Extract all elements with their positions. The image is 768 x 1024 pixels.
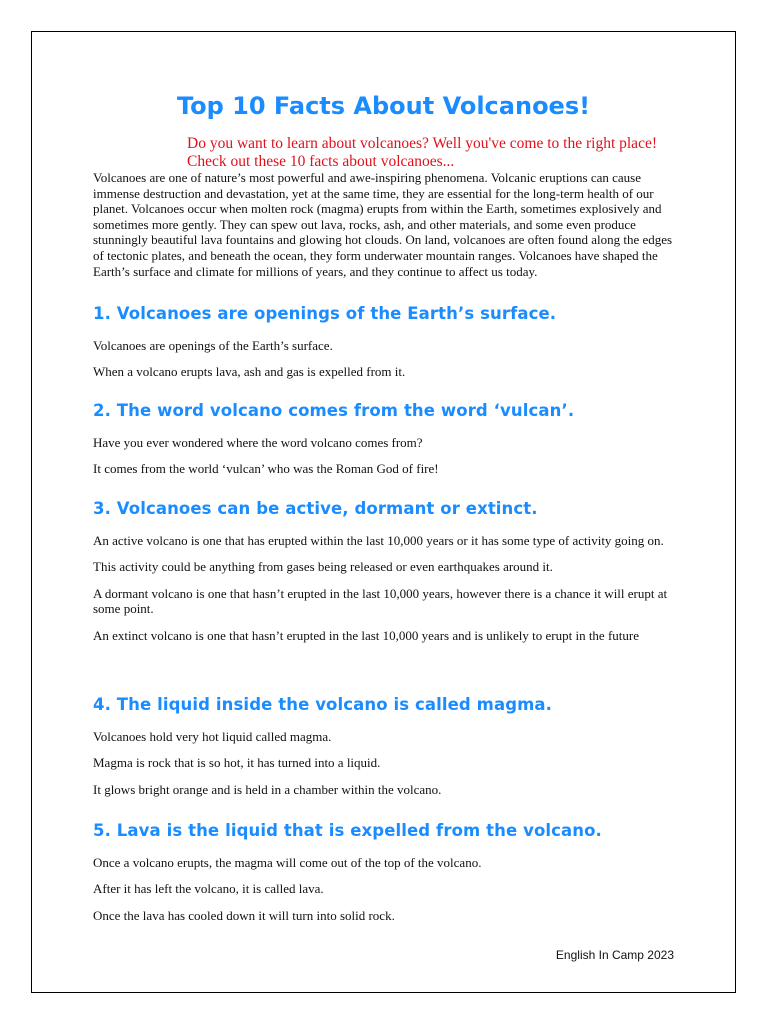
intro-question: Do you want to learn about volcanoes? Well you've come to the right place! Check out these 10 facts about volcanoes... [187,135,657,170]
fact-4-paragraph-1: Volcanoes hold very hot liquid called magma. [93,728,332,744]
fact-5-paragraph-2: After it has left the volcano, it is called lava. [93,881,324,897]
fact-heading-2: 2. The word volcano comes from the word ‘vulcan’. [93,401,575,420]
fact-3-paragraph-2: This activity could be anything from gases being released or even earthquakes around it. [93,559,553,575]
fact-4-paragraph-3: It glows bright orange and is held in a chamber within the volcano. [93,781,442,797]
fact-2-paragraph-1: Have you ever wondered where the word volcano comes from? [93,434,423,450]
fact-5-paragraph-1: Once a volcano erupts, the magma will come out of the top of the volcano. [93,854,482,870]
fact-1-paragraph-2: When a volcano erupts lava, ash and gas is expelled from it. [93,364,406,380]
fact-heading-3: 3. Volcanoes can be active, dormant or extinct. [93,499,538,518]
fact-1-paragraph-1: Volcanoes are openings of the Earth’s surface. [93,337,333,353]
fact-heading-1: 1. Volcanoes are openings of the Earth’s surface. [93,304,557,323]
fact-section-1 [93,306,683,391]
fact-4-paragraph-2: Magma is rock that is so hot, it has turned into a liquid. [93,755,381,771]
fact-section-5 [93,823,683,934]
fact-heading-5: 5. Lava is the liquid that is expelled from the volcano. [93,821,602,840]
fact-5-paragraph-3: Once the lava has cooled down it will turn into solid rock. [93,907,395,923]
fact-2-paragraph-2: It comes from the world ‘vulcan’ who was the Roman God of fire! [93,461,439,477]
fact-3-paragraph-3: A dormant volcano is one that hasn’t erupted in the last 10,000 years, however there is a chance it will erupt at some point. [93,585,668,617]
fact-section-3 [93,501,683,655]
document-page [31,31,736,993]
fact-heading-4: 4. The liquid inside the volcano is called magma. [93,695,553,714]
fact-3-paragraph-1: An active volcano is one that has erupted within the last 10,000 years or it has some type of activity going on. [93,532,664,548]
fact-3-paragraph-4: An extinct volcano is one that hasn’t erupted in the last 10,000 years and is unlikely to erupt in the future [93,627,639,643]
fact-section-4 [93,697,683,808]
page-title: Top 10 Facts About Volcanoes! [176,92,591,120]
intro-paragraph: Volcanoes are one of nature’s most powerful and awe-inspiring phenomena. Volcanic eruptions can cause immense destruction and devastation, yet at the same time, they are essential for the long-term health of our planet. Volcanoes occur when molten rock (magma) erupts from within the Earth, sometimes explosively and sometimes more gently. They can spew out lava, rocks, ash, and other materials, and some even produce stunningly beautiful lava fountains and glowing hot clouds. On land, volcanoes are often found along the edges of tectonic plates, and beneath the ocean, they form underwater mountain ranges. Volcanoes have shaped the Earth’s surface and climate for millions of years, and they continue to affect us today. [93,170,673,279]
footer-credit: English In Camp 2023 [555,948,674,962]
fact-section-2 [93,403,683,488]
